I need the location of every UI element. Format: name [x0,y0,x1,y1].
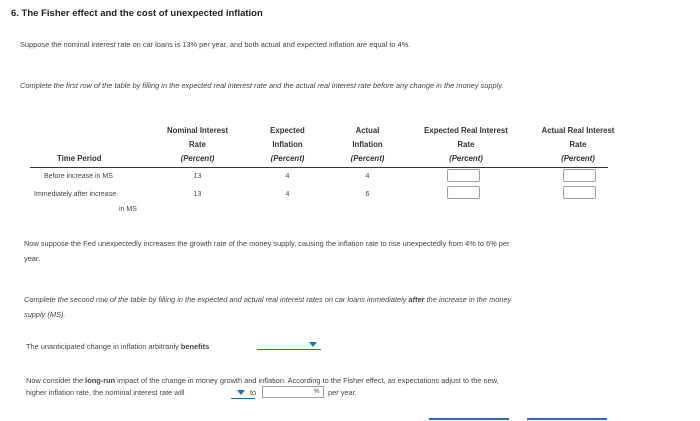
table-header-rule [30,167,608,168]
percent-sign: % [314,389,320,395]
expected-real-rate-after-input[interactable] [447,186,480,199]
row-before-actual-inflation: 4 [365,173,370,180]
intro-text: Suppose the nominal interest rate on car loans is 13% per year, and both actual and expected inflation are equal to 4%. [20,40,411,49]
header-actual-real: Actual Real Interest Rate (Percent) [541,126,615,163]
row-after-label-cont: in MS [119,206,137,213]
unanticipated-sentence: The unanticipated change in inflation arbitrarily benefits [26,342,210,351]
question-title: 6. The Fisher effect and the cost of unexpected inflation [11,8,263,19]
row-after-expected-inflation: 4 [285,191,290,198]
nav-bar-segment [429,418,509,420]
to-label: to [250,388,257,397]
nav-bar-segment [527,418,607,420]
header-time-period: Time Period [57,154,102,163]
actual-real-rate-before-input[interactable] [563,169,596,182]
row-after-actual-inflation: 6 [365,191,370,198]
unanticipated-dropdown[interactable] [257,349,321,350]
row-after-label: Immediately after increase [34,191,117,198]
instruction-second-row: Complete the second row of the table by filling in the expected and actual real interest rates on car loans immediately after the increase in the money supply (MS). [24,295,512,319]
row-before-label: Before increase in MS [44,173,113,180]
nominal-rate-sentence-start: higher inflation rate, the nominal interest rate will [26,388,185,397]
header-expected-real: Expected Real Interest Rate (Percent) [424,126,508,163]
unanticipated-dropdown-arrow-icon[interactable] [309,342,317,347]
row-before-nominal: 13 [193,173,202,180]
instruction-first-row: Complete the first row of the table by filling in the expected real interest rate and the actual real interest rate before any change in the money supply. [20,81,504,90]
nominal-rate-change-dropdown-arrow-icon[interactable] [237,390,245,395]
row-before-expected-inflation: 4 [285,173,290,180]
expected-real-rate-before-input[interactable] [447,169,480,182]
fed-paragraph: Now suppose the Fed unexpectedly increases the growth rate of the money supply, causing the inflation rate to rise unexpectedly from 4% to 6% per year. [24,239,510,263]
actual-real-rate-after-input[interactable] [563,186,596,199]
header-expected-inflation: Expected Inflation (Percent) [270,126,305,163]
per-year-label: per year. [328,388,357,397]
long-run-paragraph: Now consider the long-run impact of the change in money growth and inflation. According to the Fisher effect, as expectations adjust to the new, [26,376,499,385]
header-nominal: Nominal Interest Rate (Percent) [166,126,229,163]
header-actual-inflation: Actual Inflation (Percent) [350,126,385,163]
row-after-nominal: 13 [193,191,202,198]
